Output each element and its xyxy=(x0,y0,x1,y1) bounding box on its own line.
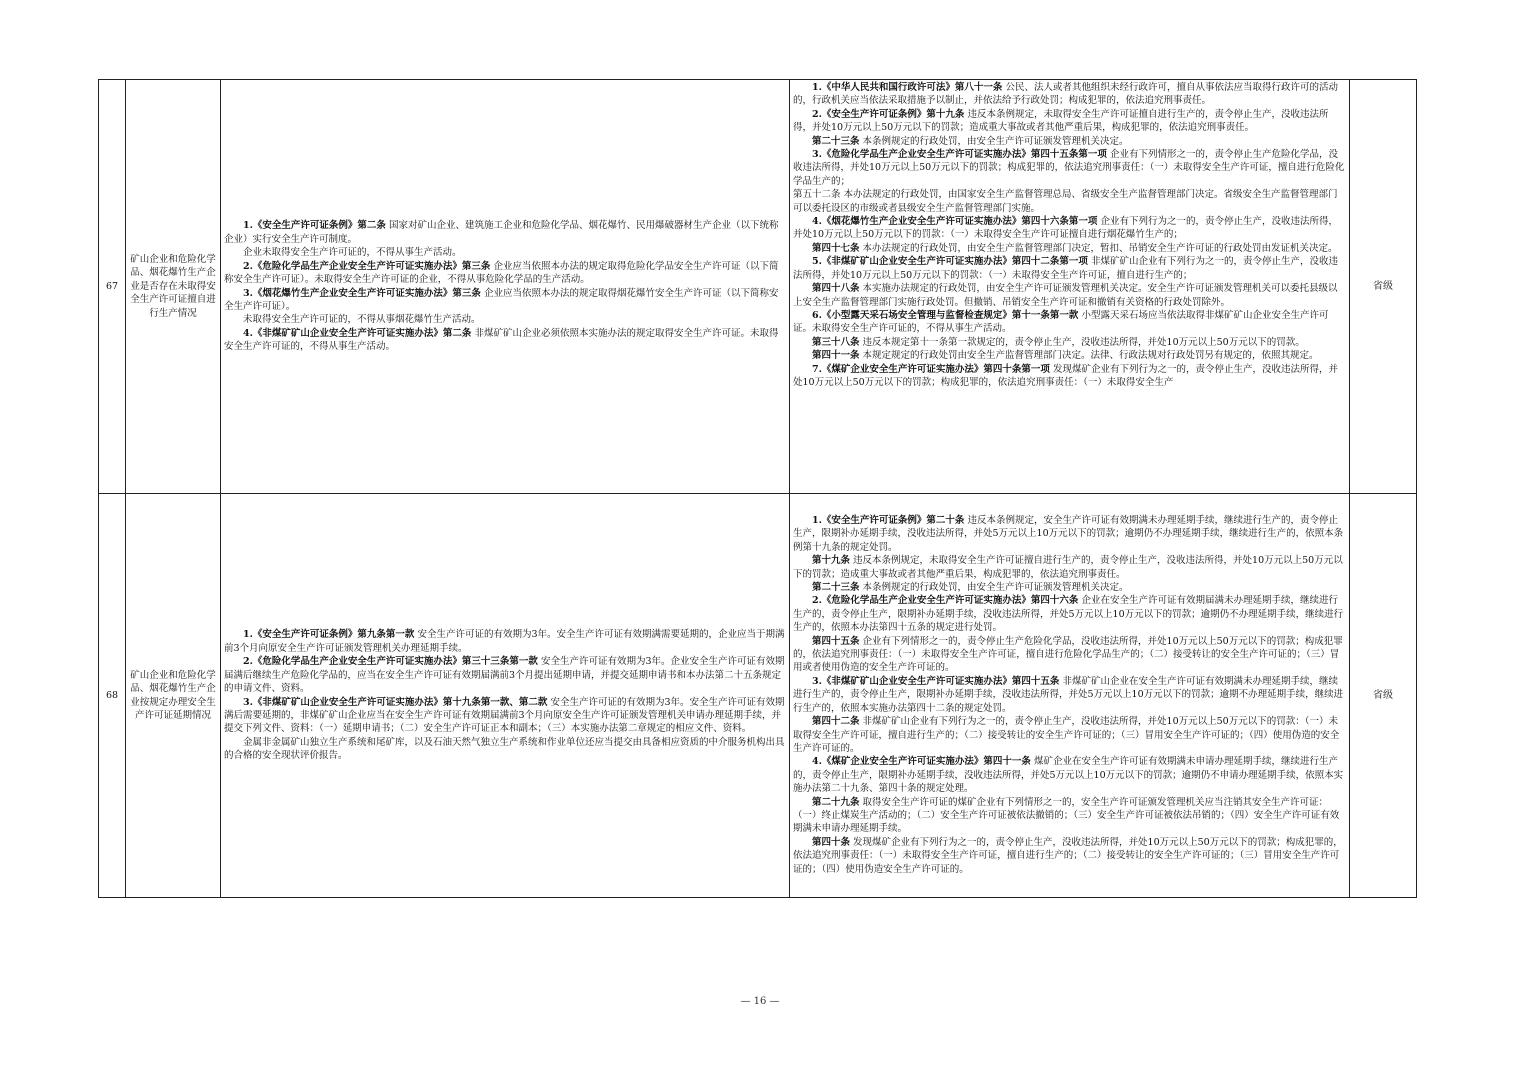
penalty-paragraph: 第二十三条 本条例规定的行政处罚，由安全生产许可证颁发管理机关决定。 xyxy=(812,582,1129,594)
penalty-paragraph: 3.《非煤矿矿山企业安全生产许可证实施办法》第四十五条 非煤矿矿山企业在安全生产许可证有效期满未办理延期手续，继续进行生产的，责令停止生产，限期补办延期手续，没收违法所得，并处5万元以上10万元以下的罚款；逾期不办理延期手续，继续进行生产的，依照本实施办法第四十二条的规定处罚。 xyxy=(793,675,1344,714)
penalty-paragraph: 第四十条 发现煤矿企业有下列行为之一的，责令停止生产，没收违法所得，并处10万元以上50万元以下的罚款；构成犯罪的，依法追究刑事责任：（一）未取得安全生产许可证，擅自进行生产的；（二）接受转让的安全生产许可证的；（三）冒用安全生产许可证的；（四）使用伪造安全生产许可证的。 xyxy=(793,836,1343,875)
penalty-paragraph: 7.《煤矿企业安全生产许可证实施办法》第四十条第一项 发现煤矿企业有下列行为之一的，责令停止生产，没收违法所得，并处10万元以上50万元以下的罚款；构成犯罪的，依法追究刑事责任：（一）未取得安全生产 xyxy=(793,363,1338,388)
penalty-paragraph: 5.《非煤矿矿山企业安全生产许可证实施办法》第四十二条第一项 非煤矿矿山企业有下列行为之一的，责令停止生产，没收违法所得，并处10万元以上50万元以下的罚款：（一）未取得安全生产许可证，擅自进行生产的； xyxy=(793,256,1338,281)
penalty-paragraph: 6.《小型露天采石场安全管理与监督检查规定》第十一条第一款 小型露天采石场应当依法取得非煤矿矿山企业安全生产许可证。未取得安全生产许可证的，不得从事生产活动。 xyxy=(793,309,1329,335)
penalty-basis-cell xyxy=(790,80,1350,494)
penalty-paragraph: 2.《安全生产许可证条例》第十九条 违反本条例规定，未取得安全生产许可证擅自进行生产的，责令停止生产，没收违法所得，并处10万元以上50万元以下的罚款；造成重大事故或者其他严重后果，构成犯罪的，依法追究刑事责任。 xyxy=(793,108,1329,134)
penalty-basis-cell xyxy=(790,494,1350,898)
legal-basis-paragraph: 3.《烟花爆竹生产企业安全生产许可证实施办法》第三条 企业应当依照本办法的规定取得烟花爆竹安全生产许可证（以下简称安全生产许可证）。 xyxy=(224,287,779,312)
row-number: 68 xyxy=(99,494,126,898)
legal-basis-paragraph: 未取得安全生产许可证的，不得从事烟花爆竹生产活动。 xyxy=(243,314,481,326)
check-item: 矿山企业和危险化学品、烟花爆竹生产企业按规定办理安全生产许可证延期情况 xyxy=(126,494,221,898)
legal-basis-paragraph: 企业未取得安全生产许可证的，不得从事生产活动。 xyxy=(243,247,462,259)
penalty-paragraph: 第四十八条 本实施办法规定的行政处罚，由安全生产许可证颁发管理机关决定。安全生产许可证颁发管理机关可以委托县级以上安全生产监督管理部门实施行政处罚。但撤销、吊销安全生产许可证和撤销有关资格的行政处罚除外。 xyxy=(793,283,1338,308)
check-item: 矿山企业和危险化学品、烟花爆竹生产企业是否存在未取得安全生产许可证擅自进行生产情况 xyxy=(126,80,221,494)
jurisdiction-level: 省级 xyxy=(1350,80,1417,494)
penalty-paragraph: 第四十一条 本规定规定的行政处罚由安全生产监督管理部门决定。法律、行政法规对行政处罚另有规定的，依照其规定。 xyxy=(812,350,1319,362)
legal-basis-paragraph: 1.《安全生产许可证条例》第二条 国家对矿山企业、建筑施工企业和危险化学品、烟花爆竹、民用爆破器材生产企业（以下统称企业）实行安全生产许可制度。 xyxy=(224,220,779,245)
penalty-paragraph: 第十九条 违反本条例规定，未取得安全生产许可证擅自进行生产的，责令停止生产，没收违法所得，并处10万元以上50万元以下的罚款；造成重大事故或者其他严重后果，构成犯罪的，依法追究刑事责任。 xyxy=(793,555,1343,580)
penalty-paragraph: 第四十二条 非煤矿矿山企业有下列行为之一的，责令停止生产，没收违法所得，并处10万元以上50万元以下的罚款：（一）未取得安全生产许可证，擅自进行生产的；（二）接受转让的安全生产许可证的；（三）冒用安全生产许可证的；（四）使用伪造的安全生产许可证的。 xyxy=(793,716,1340,754)
penalty-paragraph: 第二十九条 取得安全生产许可证的煤矿企业有下列情形之一的，安全生产许可证颁发管理机关应当注销其安全生产许可证：（一）终止煤炭生产活动的；（二）安全生产许可证被依法撤销的；（三）安全生产许可证被依法吊销的；（四）安全生产许可证有效期满未申请办理延期手续。 xyxy=(793,796,1340,835)
penalty-paragraph: 1.《中华人民共和国行政许可法》第八十一条 公民、法人或者其他组织未经行政许可，擅自从事依法应当取得行政许可的活动的，行政机关应当依法采取措施予以制止，并依法给予行政处罚；构成犯罪的，依法追究刑事责任。 xyxy=(793,82,1338,107)
legal-basis-paragraph: 1.《安全生产许可证条例》第九条第一款 安全生产许可证的有效期为3年。安全生产许可证有效期满需要延期的，企业应当于期满前3个月向原安全生产许可证颁发管理机关办理延期手续。 xyxy=(224,629,785,654)
penalty-paragraph: 1.《安全生产许可证条例》第二十条 违反本条例规定，安全生产许可证有效期满未办理延期手续，继续进行生产的，责令停止生产，限期补办延期手续，没收违法所得，并处5万元以上10万元以下的罚款；逾期仍不办理延期手续，继续进行生产的，依照本条例第十九条的规定处罚。 xyxy=(793,515,1344,553)
legal-basis-paragraph: 2.《危险化学品生产企业安全生产许可证实施办法》第三十三条第一款 安全生产许可证有效期为3年。企业安全生产许可证有效期届满后继续生产危险化学品的，应当在安全生产许可证有效期届满前3个月提出延期申请，并提交延期申请书和本办法第二十五条规定的申请文件、资料。 xyxy=(224,656,785,695)
penalty-paragraph: 第四十五条 企业有下列情形之一的，责令停止生产危险化学品，没收违法所得，并处10万元以上50万元以下的罚款；构成犯罪的，依法追究刑事责任：（一）未取得安全生产许可证，擅自进行危险化学品生产的；（二）接受转让的安全生产许可证的；（三）冒用或者使用伪造的安全生产许可证的。 xyxy=(793,635,1343,674)
penalty-paragraph: 第五十二条 本办法规定的行政处罚，由国家安全生产监督管理总局、省级安全生产监督管理部门决定。省级安全生产监督管理部门可以委托设区的市级或者县级安全生产监督管理部门实施。 xyxy=(793,189,1338,214)
penalty-paragraph: 第四十七条 本办法规定的行政处罚，由安全生产监督管理部门决定，暂扣、吊销安全生产许可证的行政处罚由发证机关决定。 xyxy=(812,242,1338,254)
legal-basis-paragraph: 3.《非煤矿矿山企业安全生产许可证实施办法》第十九条第一款、第二款 安全生产许可证的有效期为3年。安全生产许可证有效期满后需要延期的，非煤矿矿山企业应当在安全生产许可证有效期届满前3个月向原安全生产许可证颁发管理机关申请办理延期手续，并提交下列文件、资料：（一）延期申请书；（二）安全生产许可证正本和副本；（三）本实施办法第二章规定的相应文件、资料。 xyxy=(224,696,785,735)
legal-basis-paragraph: 2.《危险化学品生产企业安全生产许可证实施办法》第三条 企业应当依照本办法的规定取得危险化学品安全生产许可证（以下简称安全生产许可证）。未取得安全生产许可证的企业，不得从事危险化学品的生产活动。 xyxy=(224,260,779,286)
legal-basis-cell xyxy=(221,494,790,898)
penalty-paragraph: 3.《危险化学品生产企业安全生产许可证实施办法》第四十五条第一项 企业有下列情形之一的，责令停止生产危险化学品，没收违法所得，并处10万元以上50万元以下的罚款；构成犯罪的，依法追究刑事责任：（一）未取得安全生产许可证，擅自进行危险化学品生产的； xyxy=(793,149,1345,187)
penalty-paragraph: 4.《煤矿企业安全生产许可证实施办法》第四十一条 煤矿企业在安全生产许可证有效期满未申请办理延期手续，继续进行生产的，责令停止生产，限期补办延期手续，没收违法所得，并处5万元以上10万元以下的罚款；逾期仍不申请办理延期手续，依照本实施办法第二十九条、第四十条的规定处理。 xyxy=(793,756,1344,795)
page-number: — 16 — xyxy=(740,996,780,1007)
legal-basis-cell xyxy=(221,80,790,494)
row-number: 67 xyxy=(99,80,126,494)
table-row xyxy=(99,80,1417,494)
penalty-paragraph: 第二十三条 本条例规定的行政处罚，由安全生产许可证颁发管理机关决定。 xyxy=(812,135,1129,147)
penalty-paragraph: 4.《烟花爆竹生产企业安全生产许可证实施办法》第四十六条第一项 企业有下列行为之一的，责令停止生产，没收违法所得，并处10万元以上50万元以下的罚款：（一）未取得安全生产许可证擅自进行烟花爆竹生产的； xyxy=(793,216,1338,241)
legal-basis-paragraph: 金属非金属矿山独立生产系统和尾矿库，以及石油天然气独立生产系统和作业单位还应当提交由具备相应资质的中介服务机构出具的合格的安全现状评价报告。 xyxy=(224,736,785,762)
legal-basis-paragraph: 4.《非煤矿矿山企业安全生产许可证实施办法》第二条 非煤矿矿山企业必须依照本实施办法的规定取得安全生产许可证。未取得安全生产许可证的，不得从事生产活动。 xyxy=(224,327,779,353)
table-row xyxy=(99,494,1417,898)
penalty-paragraph: 第三十八条 违反本规定第十一条第一款规定的，责令停止生产，没收违法所得，并处10万元以上50万元以下的罚款。 xyxy=(812,336,1305,348)
jurisdiction-level: 省级 xyxy=(1350,494,1417,898)
penalty-paragraph: 2.《危险化学品生产企业安全生产许可证实施办法》第四十六条 企业在安全生产许可证有效期届满未办理延期手续，继续进行生产的，责令停止生产，限期补办延期手续，没收违法所得，并处5万元以上10万元以下的罚款；逾期仍不办理延期手续，继续进行生产的，依照本办法第四十五条的规定进行处罚。 xyxy=(793,595,1344,634)
inspection-table xyxy=(98,79,1417,898)
